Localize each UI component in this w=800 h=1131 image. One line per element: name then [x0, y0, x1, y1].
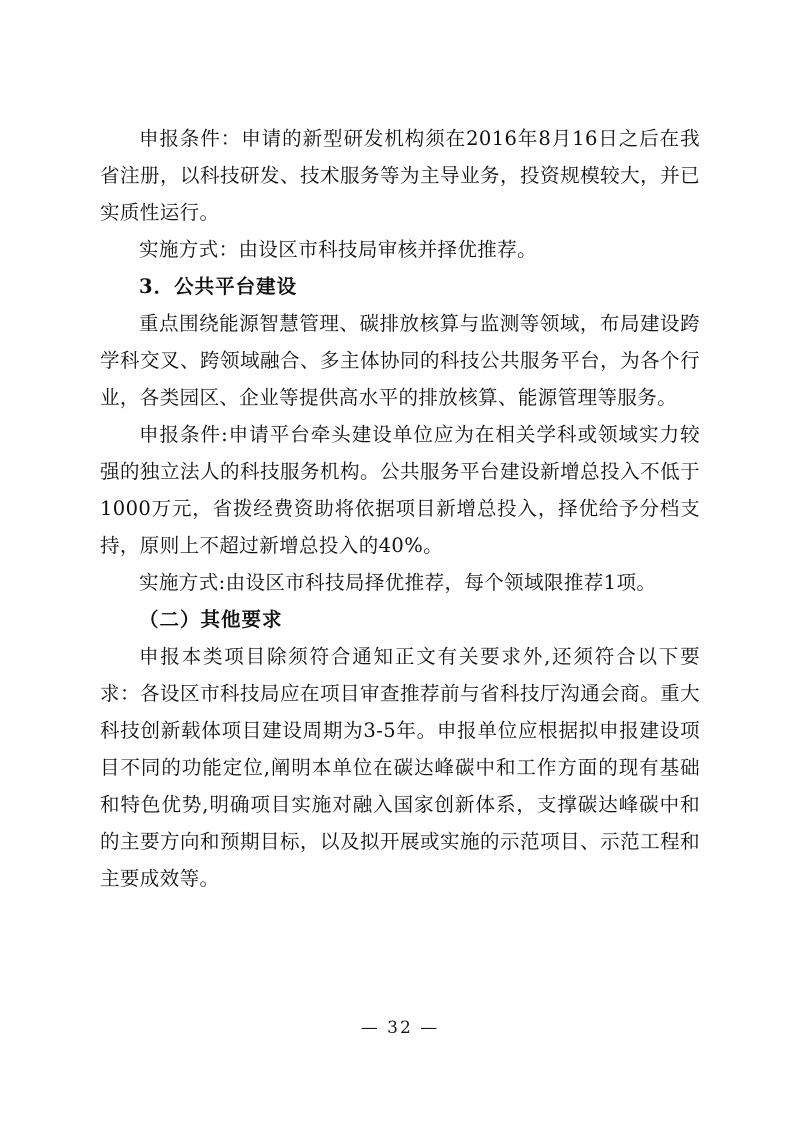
heading-public-platform-construction: 3．公共平台建设 — [139, 275, 298, 298]
paragraph-application-conditions-1: 申报条件：申请的新型研发机构须在2016年8月16日之后在我省注册，以科技研发、技术服务等为主导业务，投资规模较大，并已实质性运行。 — [100, 127, 700, 224]
paragraph-implementation-method-1: 实施方式：由设区市科技局审核并择优推荐。 — [139, 238, 538, 261]
paragraph-implementation-method-2: 实施方式:由设区市科技局择优推荐，每个领域限推荐1项。 — [139, 571, 657, 594]
paragraph-platform-overview: 重点围绕能源智慧管理、碳排放核算与监测等领域，布局建设跨学科交叉、跨领域融合、多主体协同的科技公共服务平台，为各个行业，各类园区、企业等提供高水平的排放核算、能源管理等服务。 — [100, 312, 700, 409]
paragraph-application-conditions-2: 申报条件:申请平台牵头建设单位应为在相关学科或领域实力较强的独立法人的科技服务机构。公共服务平台建设新增总投入不低于1000万元，省拨经费资助将依据项目新增总投入，择优给予分档支持，原则上不超过新增总投入的40%。 — [100, 423, 700, 557]
page-number-footer: — 32 — — [360, 1018, 440, 1038]
document-body — [100, 120, 700, 897]
paragraph-other-requirements-body: 申报本类项目除须符合通知正文有关要求外,还须符合以下要求：各设区市科技局应在项目审查推荐前与省科技厅沟通会商。重大科技创新载体项目建设周期为3-5年。申报单位应根据拟申报建设项目不同的功能定位,阐明本单位在碳达峰碳中和工作方面的现有基础和特色优势,明确项目实施对融入国家创新体系，支撑碳达峰碳中和的主要方向和预期目标，以及拟开展或实施的示范项目、示范工程和主要成效等。 — [100, 645, 700, 890]
heading-other-requirements: （二）其他要求 — [139, 608, 283, 631]
